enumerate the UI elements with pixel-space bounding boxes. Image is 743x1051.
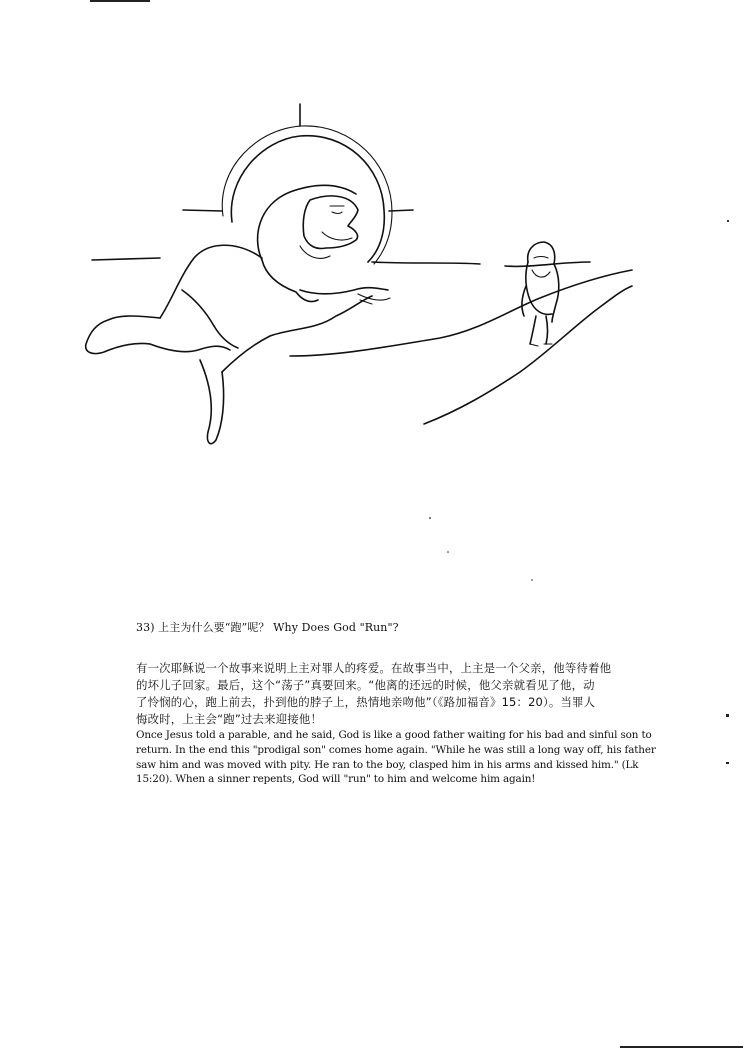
- speck: [447, 551, 449, 553]
- scan-artifact: [726, 762, 729, 764]
- chinese-line: 的坏儿子回家。最后，这个“荡子”真要回来。“他离的还远的时候，他父亲就看见了他，动: [136, 678, 595, 692]
- scan-artifact: [620, 1046, 743, 1048]
- section-heading: 33) 上主为什么要“跑”呢？ Why Does God "Run"?: [136, 621, 399, 634]
- chinese-paragraph: [136, 660, 656, 728]
- english-paragraph: [136, 728, 656, 787]
- chinese-line: 有一次耶稣说一个故事来说明上主对罪人的疼爱。在故事当中，上主是一个父亲，他等待着他: [136, 661, 612, 675]
- prodigal-son: [522, 242, 559, 346]
- chinese-line: 了怜悯的心，跑上前去，扑到他的脖子上，热情地亲吻他”（《路加福音》15：20）。当罪人: [136, 695, 596, 709]
- english-line: return. In the end this "prodigal son" comes home again. "While he was still a long way off, his father: [136, 743, 656, 756]
- speck: [727, 220, 729, 222]
- halo: [183, 104, 413, 264]
- english-line: Once Jesus told a parable, and he said, God is like a good father waiting for his bad and sinful son to: [136, 729, 652, 741]
- scan-artifact: [90, 0, 150, 2]
- english-line: 15:20). When a sinner repents, God will "run" to him and welcome him again!: [136, 773, 536, 786]
- father-head: [258, 185, 358, 301]
- father-body: [86, 245, 390, 443]
- body-text: [136, 660, 656, 787]
- speck: [429, 517, 431, 519]
- speck: [531, 579, 533, 581]
- chinese-line: 悔改时，上主会“跑”过去来迎接他！: [136, 712, 323, 726]
- english-line: saw him and was moved with pity. He ran to the boy, clasped him in his arms and kissed him." (Lk: [136, 758, 639, 771]
- scan-artifact: [726, 714, 729, 717]
- ground-lines: [92, 258, 632, 424]
